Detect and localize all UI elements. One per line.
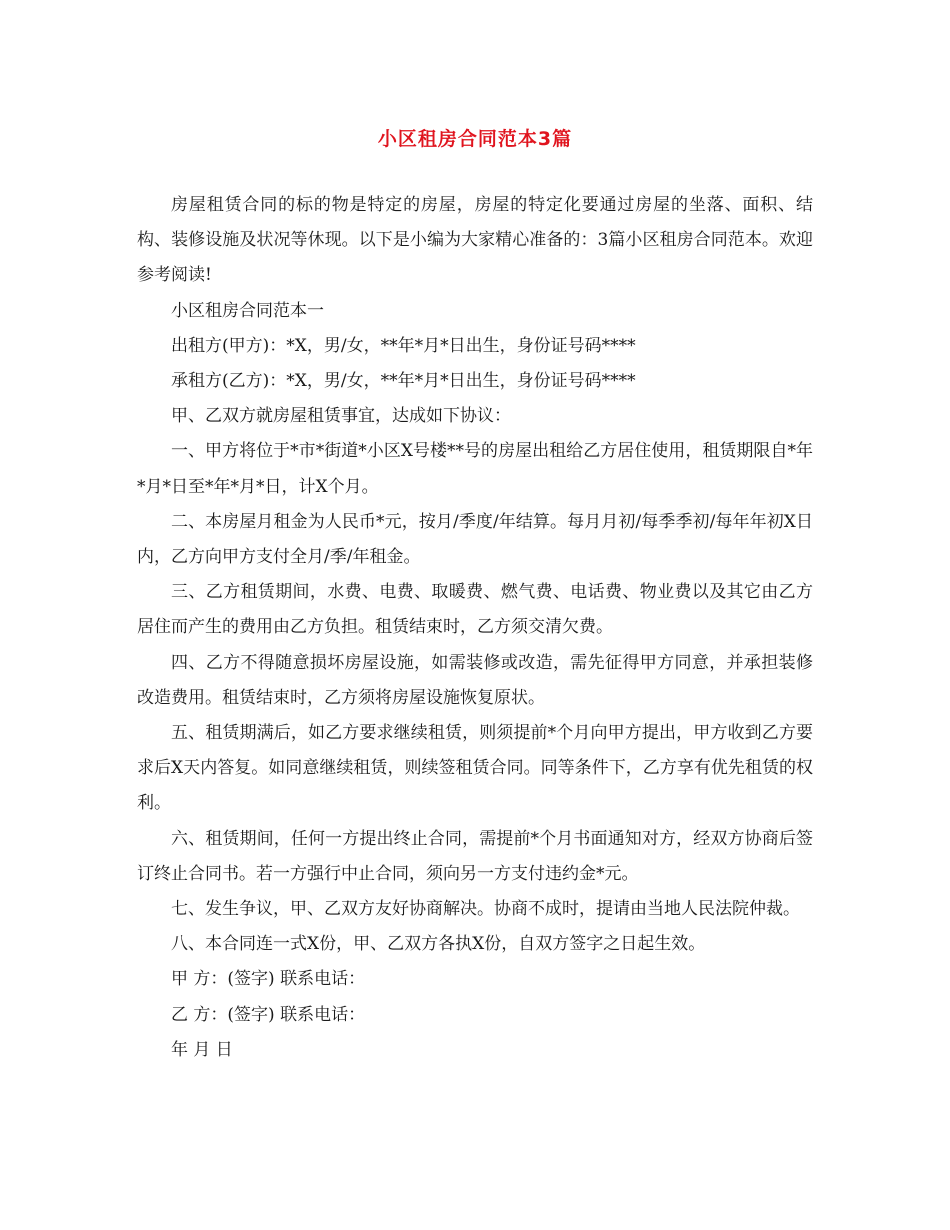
section-heading: 小区租房合同范本一 xyxy=(171,300,324,321)
clause-4: 四、乙方不得随意损坏房屋设施，如需装修或改造，需先征得甲方同意，并承担装修改造费用。租赁结束时，乙方须将房屋设施恢复原状。 xyxy=(137,652,813,708)
document-body xyxy=(137,188,813,1068)
lessee-line: 承租方(乙方)：*X，男/女，**年*月*日出生，身份证号码**** xyxy=(171,371,636,392)
clause-1: 一、甲方将位于*市*街道*小区X号楼**号的房屋出租给乙方居住使用，租赁期限自*年*月*日至*年*月*日，计X个月。 xyxy=(137,441,813,497)
clause-7: 七、发生争议，甲、乙双方友好协商解决。协商不成时，提请由当地人民法院仲裁。 xyxy=(171,899,800,920)
clause-8: 八、本合同连一式X份，甲、乙双方各执X份，自双方签字之日起生效。 xyxy=(171,934,706,955)
lessor-line: 出租方(甲方)：*X，男/女，**年*月*日出生，身份证号码**** xyxy=(171,335,636,356)
document-title: 小区租房合同范本3篇 xyxy=(377,128,573,150)
clause-5: 五、租赁期满后，如乙方要求继续租赁，则须提前*个月向甲方提出，甲方收到乙方要求后X天内答复。如同意继续租赁，则续签租赁合同。同等条件下，乙方享有优先租赁的权利。 xyxy=(137,723,813,814)
party-a-signature-line: 甲 方：(签字) 联系电话： xyxy=(171,969,366,990)
agreement-intro: 甲、乙双方就房屋租赁事宜，达成如下协议： xyxy=(171,406,511,427)
party-b-signature-line: 乙 方：(签字) 联系电话： xyxy=(171,1004,366,1025)
intro-paragraph: 房屋租赁合同的标的物是特定的房屋，房屋的特定化要通过房屋的坐落、面积、结构、装修设施及状况等休现。以下是小编为大家精心准备的：3篇小区租房合同范本。欢迎参考阅读! xyxy=(137,195,813,286)
clause-6: 六、租赁期间，任何一方提出终止合同，需提前*个月书面通知对方，经双方协商后签订终止合同书。若一方强行中止合同，须向另一方支付违约金*元。 xyxy=(137,828,813,884)
clause-2: 二、本房屋月租金为人民币*元，按月/季度/年结算。每月月初/每季季初/每年年初X日内，乙方向甲方支付全月/季/年租金。 xyxy=(137,511,813,568)
date-line: 年 月 日 xyxy=(171,1039,233,1060)
clause-3: 三、乙方租赁期间，水费、电费、取暖费、燃气费、电话费、物业费以及其它由乙方居住而产生的费用由乙方负担。租赁结束时，乙方须交清欠费。 xyxy=(137,582,813,638)
